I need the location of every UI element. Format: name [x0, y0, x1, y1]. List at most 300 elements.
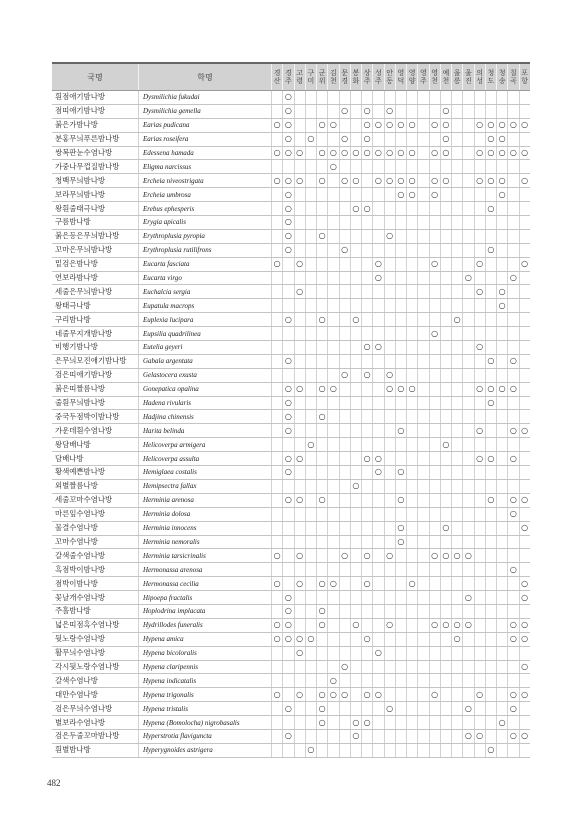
empty-cell: [407, 396, 418, 410]
empty-cell: [463, 660, 474, 674]
empty-cell: [519, 160, 530, 174]
empty-cell: [339, 424, 350, 438]
empty-cell: [407, 341, 418, 355]
empty-cell: [508, 674, 519, 688]
empty-cell: [339, 188, 350, 202]
empty-cell: [384, 688, 395, 702]
empty-cell: [418, 729, 429, 743]
column-header-site: 칠곡: [508, 63, 519, 91]
empty-cell: [395, 368, 406, 382]
empty-cell: [429, 479, 440, 493]
presence-mark: ○: [384, 104, 395, 118]
presence-mark: ○: [407, 146, 418, 160]
empty-cell: [272, 674, 283, 688]
empty-cell: [283, 479, 294, 493]
empty-cell: [395, 702, 406, 716]
empty-cell: [497, 271, 508, 285]
empty-cell: [474, 466, 485, 480]
page-number: 482: [47, 778, 61, 788]
empty-cell: [508, 174, 519, 188]
empty-cell: [519, 410, 530, 424]
column-header-site: 안동: [384, 63, 395, 91]
empty-cell: [440, 507, 451, 521]
empty-cell: [350, 438, 361, 452]
empty-cell: [317, 549, 328, 563]
empty-cell: [283, 674, 294, 688]
empty-cell: [283, 285, 294, 299]
empty-cell: [294, 438, 305, 452]
presence-mark: ○: [463, 271, 474, 285]
empty-cell: [497, 466, 508, 480]
empty-cell: [418, 188, 429, 202]
korean-name-cell: 줄흰무늬밤나방: [52, 396, 139, 410]
empty-cell: [305, 410, 316, 424]
empty-cell: [395, 604, 406, 618]
empty-cell: [452, 216, 463, 230]
empty-cell: [373, 632, 384, 646]
column-header-site: 포항: [519, 63, 530, 91]
scientific-name-cell: Hermonassa cecilia: [139, 577, 272, 591]
empty-cell: [317, 452, 328, 466]
column-header-site: 울진: [463, 63, 474, 91]
empty-cell: [418, 396, 429, 410]
presence-mark: ○: [283, 632, 294, 646]
empty-cell: [317, 660, 328, 674]
empty-cell: [294, 591, 305, 605]
table-row: [52, 257, 530, 271]
empty-cell: [440, 368, 451, 382]
empty-cell: [463, 438, 474, 452]
empty-cell: [339, 521, 350, 535]
scientific-name-cell: Eupatula macrops: [139, 299, 272, 313]
presence-mark: ○: [373, 466, 384, 480]
empty-cell: [350, 299, 361, 313]
empty-cell: [384, 216, 395, 230]
presence-mark: ○: [294, 452, 305, 466]
table-row: [52, 716, 530, 730]
empty-cell: [407, 327, 418, 341]
empty-cell: [418, 660, 429, 674]
empty-cell: [497, 493, 508, 507]
empty-cell: [362, 493, 373, 507]
empty-cell: [294, 618, 305, 632]
table-header-row: [52, 63, 530, 91]
empty-cell: [373, 188, 384, 202]
empty-cell: [463, 493, 474, 507]
empty-cell: [294, 368, 305, 382]
empty-cell: [519, 216, 530, 230]
presence-mark: ○: [339, 660, 350, 674]
presence-mark: ○: [407, 577, 418, 591]
empty-cell: [429, 729, 440, 743]
empty-cell: [328, 618, 339, 632]
table-row: [52, 410, 530, 424]
presence-mark: ○: [395, 521, 406, 535]
empty-cell: [328, 132, 339, 146]
presence-mark: ○: [485, 382, 496, 396]
presence-mark: ○: [508, 688, 519, 702]
presence-mark: ○: [407, 174, 418, 188]
scientific-name-cell: Eucarta fasciata: [139, 257, 272, 271]
empty-cell: [384, 132, 395, 146]
empty-cell: [440, 577, 451, 591]
presence-mark: ○: [339, 104, 350, 118]
presence-mark: ○: [350, 729, 361, 743]
empty-cell: [395, 438, 406, 452]
empty-cell: [384, 507, 395, 521]
table-row: [52, 174, 530, 188]
scientific-name-cell: Hadena rivularis: [139, 396, 272, 410]
empty-cell: [272, 466, 283, 480]
empty-cell: [407, 104, 418, 118]
presence-mark: ○: [463, 702, 474, 716]
empty-cell: [463, 674, 474, 688]
presence-mark: ○: [272, 257, 283, 271]
presence-mark: ○: [519, 688, 530, 702]
empty-cell: [373, 354, 384, 368]
empty-cell: [474, 327, 485, 341]
empty-cell: [373, 243, 384, 257]
empty-cell: [283, 716, 294, 730]
table-row: [52, 674, 530, 688]
empty-cell: [519, 299, 530, 313]
empty-cell: [497, 688, 508, 702]
empty-cell: [463, 424, 474, 438]
table-row: [52, 466, 530, 480]
presence-mark: ○: [508, 452, 519, 466]
empty-cell: [350, 271, 361, 285]
empty-cell: [452, 743, 463, 757]
empty-cell: [339, 618, 350, 632]
empty-cell: [418, 91, 429, 105]
empty-cell: [407, 493, 418, 507]
table-row: [52, 285, 530, 299]
empty-cell: [440, 493, 451, 507]
empty-cell: [418, 479, 429, 493]
presence-mark: ○: [519, 729, 530, 743]
empty-cell: [272, 299, 283, 313]
empty-cell: [508, 229, 519, 243]
empty-cell: [485, 563, 496, 577]
empty-cell: [474, 299, 485, 313]
empty-cell: [429, 341, 440, 355]
empty-cell: [294, 535, 305, 549]
empty-cell: [373, 716, 384, 730]
empty-cell: [474, 716, 485, 730]
empty-cell: [317, 368, 328, 382]
empty-cell: [407, 229, 418, 243]
korean-name-cell: 분홍무늬푸른밤나방: [52, 132, 139, 146]
empty-cell: [384, 674, 395, 688]
empty-cell: [418, 604, 429, 618]
empty-cell: [508, 716, 519, 730]
korean-name-cell: 검은두줄꼬마밤나방: [52, 729, 139, 743]
empty-cell: [463, 243, 474, 257]
table-header: [52, 63, 530, 91]
presence-mark: ○: [283, 354, 294, 368]
empty-cell: [452, 132, 463, 146]
scientific-name-cell: Erythroplusia rutilifrons: [139, 243, 272, 257]
presence-mark: ○: [317, 382, 328, 396]
presence-mark: ○: [429, 146, 440, 160]
empty-cell: [429, 716, 440, 730]
empty-cell: [373, 743, 384, 757]
empty-cell: [440, 327, 451, 341]
presence-mark: ○: [317, 118, 328, 132]
presence-mark: ○: [362, 202, 373, 216]
column-header-site: 상주: [362, 63, 373, 91]
empty-cell: [328, 327, 339, 341]
empty-cell: [305, 466, 316, 480]
empty-cell: [283, 507, 294, 521]
korean-name-cell: 붉은등은무늬밤나방: [52, 229, 139, 243]
empty-cell: [429, 660, 440, 674]
empty-cell: [328, 229, 339, 243]
empty-cell: [474, 521, 485, 535]
empty-cell: [384, 271, 395, 285]
table-row: [52, 396, 530, 410]
empty-cell: [485, 91, 496, 105]
scientific-name-cell: Herminia dolosa: [139, 507, 272, 521]
scientific-name-cell: Dysmilichia fukudai: [139, 91, 272, 105]
empty-cell: [485, 271, 496, 285]
empty-cell: [317, 299, 328, 313]
presence-mark: ○: [283, 493, 294, 507]
presence-mark: ○: [294, 285, 305, 299]
empty-cell: [407, 549, 418, 563]
presence-mark: ○: [429, 618, 440, 632]
empty-cell: [407, 410, 418, 424]
empty-cell: [508, 91, 519, 105]
korean-name-cell: 넓은띠점흑수염나방: [52, 618, 139, 632]
empty-cell: [395, 396, 406, 410]
empty-cell: [362, 257, 373, 271]
empty-cell: [272, 493, 283, 507]
empty-cell: [497, 743, 508, 757]
empty-cell: [407, 535, 418, 549]
empty-cell: [328, 535, 339, 549]
empty-cell: [283, 438, 294, 452]
presence-mark: ○: [452, 313, 463, 327]
empty-cell: [429, 271, 440, 285]
empty-cell: [474, 702, 485, 716]
empty-cell: [328, 438, 339, 452]
empty-cell: [272, 313, 283, 327]
empty-cell: [339, 327, 350, 341]
empty-cell: [384, 743, 395, 757]
empty-cell: [497, 563, 508, 577]
presence-mark: ○: [474, 174, 485, 188]
empty-cell: [362, 285, 373, 299]
empty-cell: [407, 688, 418, 702]
presence-mark: ○: [440, 146, 451, 160]
empty-cell: [407, 313, 418, 327]
empty-cell: [407, 438, 418, 452]
empty-cell: [452, 396, 463, 410]
empty-cell: [384, 91, 395, 105]
empty-cell: [395, 479, 406, 493]
empty-cell: [328, 188, 339, 202]
empty-cell: [294, 271, 305, 285]
empty-cell: [452, 591, 463, 605]
empty-cell: [317, 271, 328, 285]
empty-cell: [508, 743, 519, 757]
empty-cell: [519, 535, 530, 549]
empty-cell: [350, 493, 361, 507]
empty-cell: [519, 743, 530, 757]
table-row: [52, 702, 530, 716]
empty-cell: [272, 327, 283, 341]
scientific-name-cell: Hypena tristalis: [139, 702, 272, 716]
column-header-korean-name: 국명: [52, 63, 139, 91]
empty-cell: [508, 577, 519, 591]
table-row: [52, 327, 530, 341]
presence-mark: ○: [440, 104, 451, 118]
presence-mark: ○: [384, 146, 395, 160]
empty-cell: [317, 424, 328, 438]
empty-cell: [440, 535, 451, 549]
presence-mark: ○: [485, 132, 496, 146]
empty-cell: [497, 577, 508, 591]
empty-cell: [362, 479, 373, 493]
empty-cell: [339, 396, 350, 410]
empty-cell: [474, 229, 485, 243]
presence-mark: ○: [272, 577, 283, 591]
empty-cell: [474, 104, 485, 118]
empty-cell: [362, 591, 373, 605]
empty-cell: [508, 104, 519, 118]
empty-cell: [272, 563, 283, 577]
empty-cell: [305, 257, 316, 271]
presence-mark: ○: [294, 632, 305, 646]
empty-cell: [362, 327, 373, 341]
empty-cell: [373, 382, 384, 396]
table-row: [52, 452, 530, 466]
empty-cell: [485, 604, 496, 618]
column-header-site: 경주: [283, 63, 294, 91]
presence-mark: ○: [452, 618, 463, 632]
empty-cell: [485, 438, 496, 452]
empty-cell: [384, 396, 395, 410]
empty-cell: [384, 160, 395, 174]
empty-cell: [339, 382, 350, 396]
empty-cell: [418, 424, 429, 438]
empty-cell: [407, 507, 418, 521]
empty-cell: [418, 132, 429, 146]
empty-cell: [429, 424, 440, 438]
presence-mark: ○: [272, 632, 283, 646]
empty-cell: [418, 341, 429, 355]
column-header-site: 영천: [429, 63, 440, 91]
korean-name-cell: 외별짤름나방: [52, 479, 139, 493]
empty-cell: [429, 577, 440, 591]
empty-cell: [294, 299, 305, 313]
empty-cell: [384, 424, 395, 438]
empty-cell: [407, 285, 418, 299]
empty-cell: [294, 424, 305, 438]
presence-mark: ○: [294, 257, 305, 271]
empty-cell: [305, 660, 316, 674]
empty-cell: [395, 91, 406, 105]
empty-cell: [384, 354, 395, 368]
empty-cell: [463, 257, 474, 271]
empty-cell: [350, 688, 361, 702]
empty-cell: [395, 674, 406, 688]
empty-cell: [395, 660, 406, 674]
presence-mark: ○: [497, 716, 508, 730]
empty-cell: [294, 104, 305, 118]
empty-cell: [452, 368, 463, 382]
empty-cell: [272, 368, 283, 382]
empty-cell: [350, 382, 361, 396]
table-row: [52, 341, 530, 355]
korean-name-cell: 왕흰줄태극나방: [52, 202, 139, 216]
table-row: [52, 591, 530, 605]
column-header-site: 김천: [328, 63, 339, 91]
scientific-name-cell: Hypena trigonalis: [139, 688, 272, 702]
empty-cell: [463, 313, 474, 327]
presence-mark: ○: [283, 396, 294, 410]
presence-mark: ○: [519, 424, 530, 438]
presence-mark: ○: [362, 146, 373, 160]
empty-cell: [429, 299, 440, 313]
empty-cell: [497, 646, 508, 660]
empty-cell: [350, 354, 361, 368]
empty-cell: [440, 646, 451, 660]
empty-cell: [294, 327, 305, 341]
empty-cell: [362, 410, 373, 424]
presence-mark: ○: [362, 452, 373, 466]
empty-cell: [395, 327, 406, 341]
empty-cell: [350, 410, 361, 424]
empty-cell: [362, 216, 373, 230]
presence-mark: ○: [519, 174, 530, 188]
empty-cell: [519, 229, 530, 243]
empty-cell: [418, 299, 429, 313]
scientific-name-cell: Erygia apicalis: [139, 216, 272, 230]
presence-mark: ○: [508, 563, 519, 577]
empty-cell: [497, 229, 508, 243]
empty-cell: [339, 410, 350, 424]
presence-mark: ○: [362, 341, 373, 355]
empty-cell: [485, 702, 496, 716]
empty-cell: [350, 674, 361, 688]
empty-cell: [418, 313, 429, 327]
empty-cell: [474, 188, 485, 202]
empty-cell: [485, 549, 496, 563]
empty-cell: [395, 202, 406, 216]
empty-cell: [339, 118, 350, 132]
presence-mark: ○: [384, 368, 395, 382]
empty-cell: [407, 618, 418, 632]
empty-cell: [463, 368, 474, 382]
empty-cell: [350, 257, 361, 271]
empty-cell: [373, 285, 384, 299]
empty-cell: [283, 660, 294, 674]
empty-cell: [418, 285, 429, 299]
presence-mark: ○: [395, 174, 406, 188]
scientific-name-cell: Edessena hamada: [139, 146, 272, 160]
presence-mark: ○: [474, 688, 485, 702]
empty-cell: [418, 521, 429, 535]
empty-cell: [305, 327, 316, 341]
presence-mark: ○: [485, 354, 496, 368]
empty-cell: [452, 285, 463, 299]
empty-cell: [294, 91, 305, 105]
presence-mark: ○: [474, 257, 485, 271]
empty-cell: [463, 632, 474, 646]
empty-cell: [429, 466, 440, 480]
